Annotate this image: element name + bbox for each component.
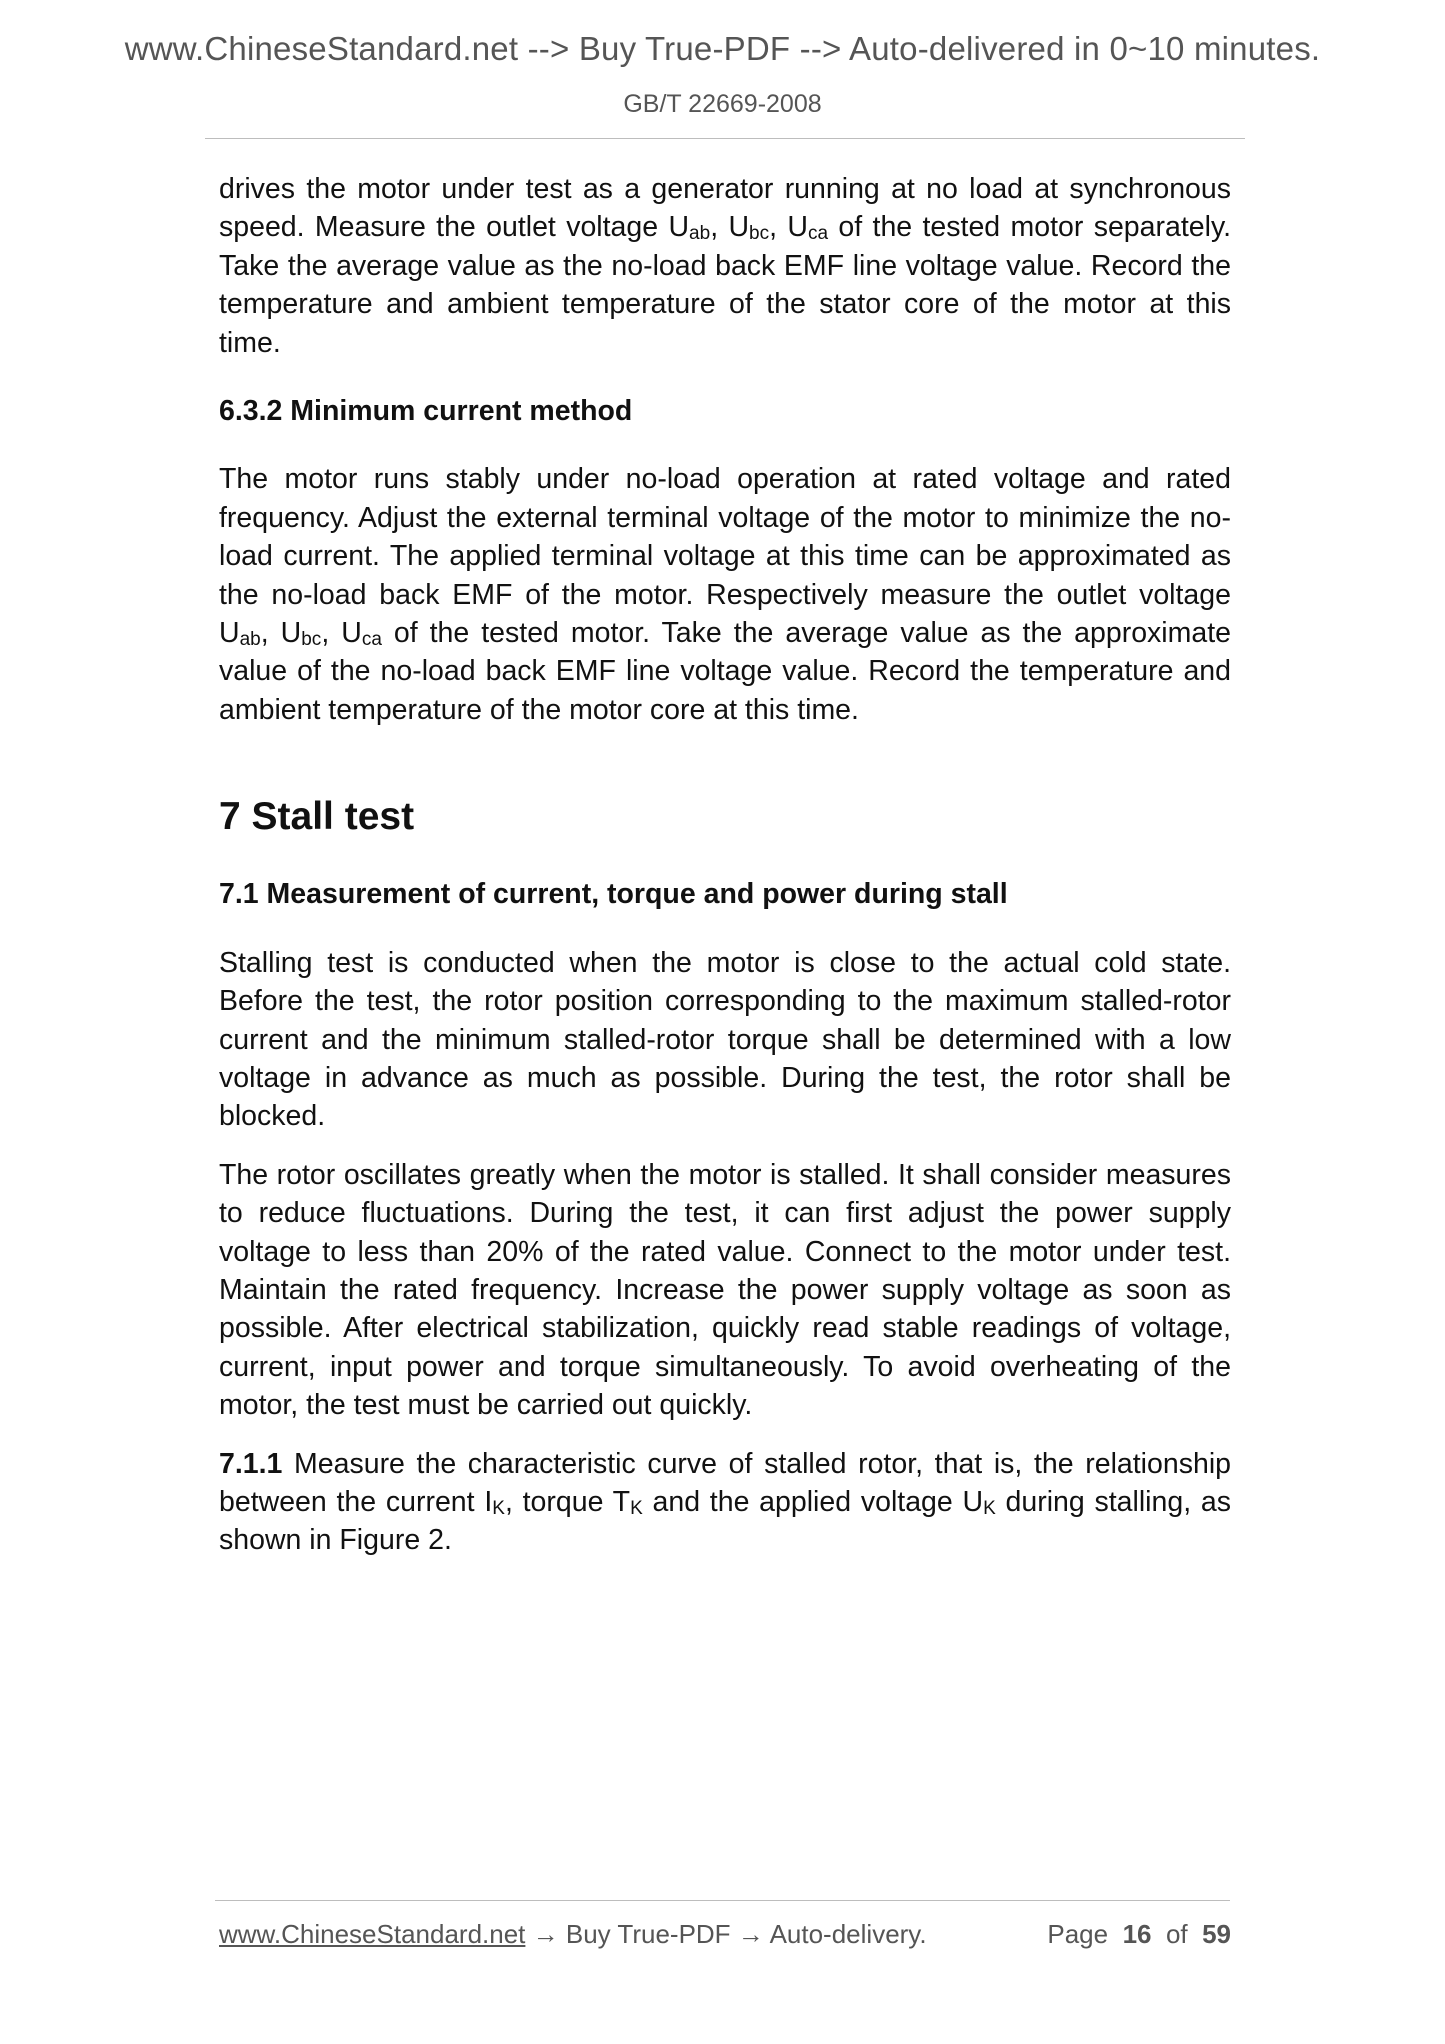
paragraph-intro: drives the motor under test as a generator running at no load at synchronous speed. Measure the outlet voltage $U_{ab}$, $U_{bc}$, $U_{ca}$ of the tested motor separately. Take the average value as the no-load back EMF line voltage value. Record the temperature and ambient temperature of the stator core of the motor at this time. (219, 173, 1231, 359)
page-total: 59 (1202, 1919, 1231, 1949)
page-number: 16 (1122, 1919, 1152, 1949)
footer-site-link[interactable]: www.ChineseStandard.net (219, 1919, 526, 1949)
page-content (219, 170, 1231, 1560)
heading-6-3-2: 6.3.2 Minimum current method (219, 395, 633, 428)
paragraph-6-3-2: The motor runs stably under no-load operation at rated voltage and rated frequency. Adjust the external terminal voltage of the motor to minimize the no-load current. The applied terminal voltage at this time can be approximated as the no-load back EMF of the motor. Respectively measure the outlet voltage $U_{ab}$, $U_{bc}$, $U_{ca}$ of the tested motor. Take the average value as the approximate value of the no-load back EMF line voltage value. Record the temperature and ambient temperature of the motor core at this time. (219, 463, 1232, 726)
heading-7: 7 Stall test (219, 795, 415, 839)
paragraph-7-1-b: The rotor oscillates greatly when the motor is stalled. It shall consider measures to reduce fluctuations. During the test, it can first adjust the power supply voltage to less than 20% of the rated value. Connect to the motor under test. Maintain the rated frequency. Increase the power supply voltage as soon as possible. After electrical stabilization, quickly read stable readings of voltage, current, input power and torque simultaneously. To avoid overheating of the motor, the test must be carried out quickly. (219, 1158, 1231, 1422)
page-indicator: Page 16 of 59 (1047, 1919, 1231, 1949)
standard-code: GB/T 22669-2008 (623, 90, 822, 118)
footer-divider (215, 1900, 1230, 1901)
top-banner: www.ChineseStandard.net --> Buy True-PDF --> Auto-delivered in 0~10 minutes. (124, 30, 1321, 67)
footer-promo (219, 1919, 927, 1950)
paragraph-7-1-1: 7.1.1 Measure the characteristic curve of stalled rotor, that is, the relationship between the current $I_K$, torque $T_K$ and the applied voltage $U_K$ during stalling, as shown in Figure 2. (219, 1447, 1231, 1557)
header-divider (205, 138, 1245, 139)
paragraph-7-1-a: Stalling test is conducted when the motor is close to the actual cold state. Before the test, the rotor position corresponding to the maximum stalled-rotor current and the minimum stalled-rotor torque shall be determined with a low voltage in advance as much as possible. During the test, the rotor shall be blocked. (219, 946, 1231, 1133)
heading-7-1: 7.1 Measurement of current, torque and power during stall (219, 878, 1008, 911)
footer-promo-text: → Buy True-PDF → Auto-delivery. (525, 1919, 927, 1949)
